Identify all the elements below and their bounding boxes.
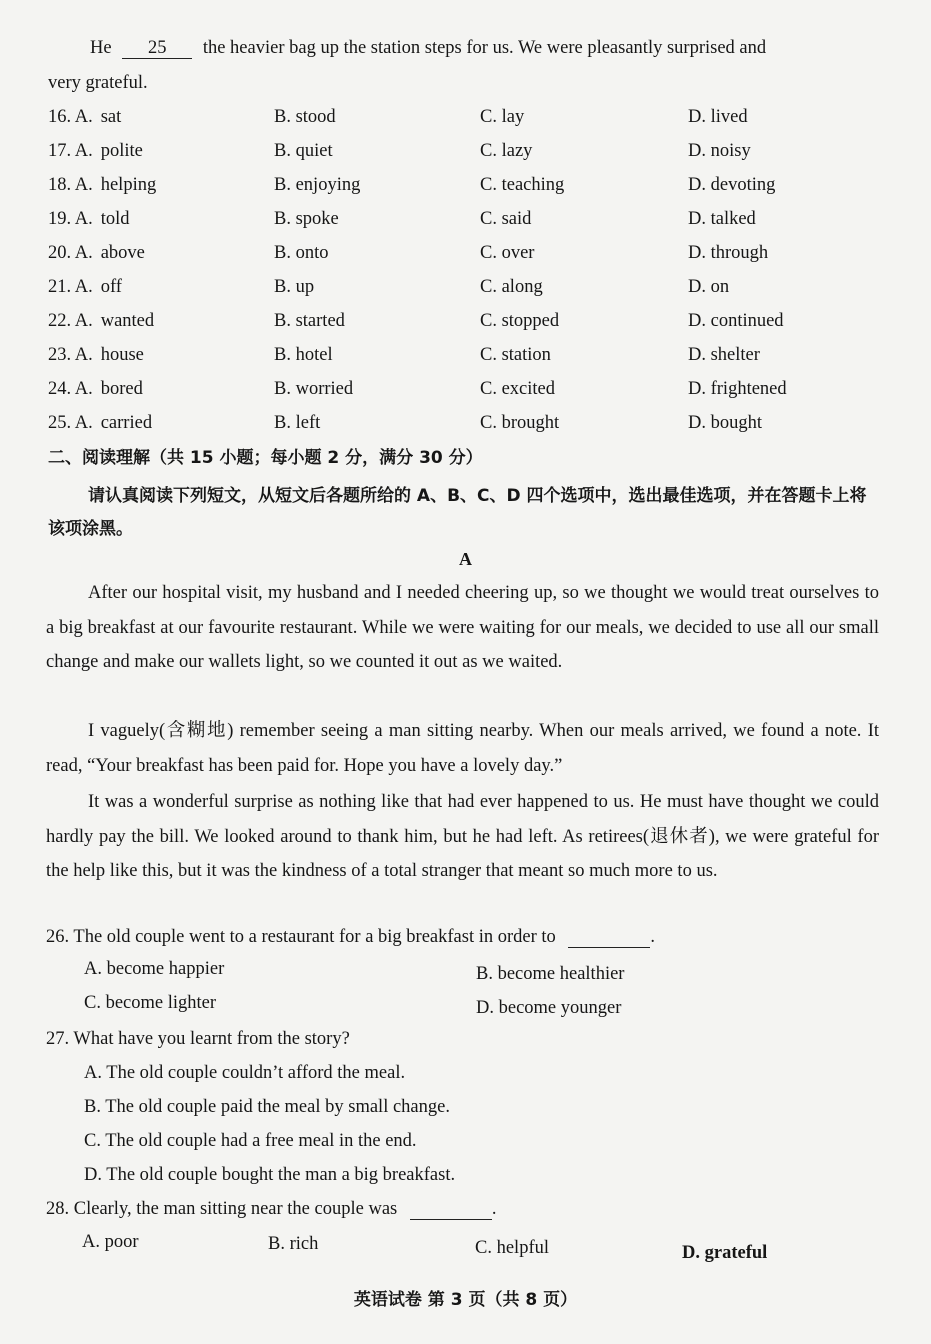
cloze-option-row [48,173,888,197]
option-d: D. through [688,243,769,263]
question-26-end: . [650,927,656,947]
cloze-text-before: He [90,38,112,58]
option-c: C. lay [480,107,525,127]
option-b: B. stood [274,107,336,127]
option-c: C. excited [480,379,556,399]
option-a-text: told [100,209,130,229]
cloze-blank-25: 25 [122,38,192,59]
question-28-option-c: C. helpful [475,1238,549,1258]
question-number: 24. A. [48,379,93,399]
question-26-stem: 26. The old couple went to a restaurant for a big breakfast in order to [46,927,556,947]
question-number: 22. A. [48,311,93,331]
option-a [48,173,156,197]
option-a [48,377,143,401]
question-26-option-c: C. become lighter [84,993,217,1013]
passage-paragraph-3: It was a wonderful surprise as nothing like that had ever happened to us. He must have thought we could hardly pay the bill. We looked around to thank him, but he had left. As retirees(退休者), we were grateful for the help like this, but it was the kindness of a total stranger that meant so much more to us. [46,792,879,881]
option-c: C. along [480,277,543,297]
option-d: D. frightened [688,379,787,399]
option-a-text: above [100,243,145,263]
cloze-text-after: the heavier bag up the station steps for us. We were pleasantly surprised and [202,38,767,58]
option-a-text: carried [100,413,153,433]
answer-blank [568,927,650,948]
question-number: 23. A. [48,345,93,365]
question-27-option-a: A. The old couple couldn’t afford the meal. [84,1063,406,1083]
cloze-option-row [48,105,888,129]
option-a [48,411,152,435]
question-number: 16. A. [48,107,93,127]
cloze-sentence-line [90,36,879,60]
option-a-text: house [100,345,144,365]
option-a [48,241,145,265]
question-number: 25. A. [48,413,93,433]
option-c: C. stopped [480,311,560,331]
option-b: B. up [274,277,315,297]
option-a [48,309,154,333]
question-28-end: . [491,1199,497,1219]
cloze-option-row [48,275,888,299]
cloze-option-row [48,377,888,401]
cloze-option-row [48,309,888,333]
option-d: D. talked [688,209,756,229]
option-d: D. lived [688,107,748,127]
passage-title: A [459,549,472,569]
question-27-stem: 27. What have you learnt from the story? [46,1029,350,1049]
option-b: B. worried [274,379,354,399]
question-28 [46,1197,496,1221]
option-c: C. brought [480,413,560,433]
cloze-option-row [48,411,888,435]
option-b: B. hotel [274,345,333,365]
option-d: D. bought [688,413,762,433]
option-a-text: polite [100,141,143,161]
option-c: C. said [480,209,532,229]
option-a [48,343,144,367]
option-c: C. teaching [480,175,565,195]
question-number: 20. A. [48,243,93,263]
option-a-text: wanted [100,311,155,331]
question-26-option-d: D. become younger [476,998,622,1018]
section-heading: 二、阅读理解（共 15 小题；每小题 2 分，满分 30 分） [48,448,483,468]
option-b: B. left [274,413,321,433]
question-27-option-b: B. The old couple paid the meal by small change. [84,1097,450,1117]
option-b: B. enjoying [274,175,361,195]
question-number: 19. A. [48,209,93,229]
cloze-option-row [48,343,888,367]
option-b: B. started [274,311,345,331]
question-28-stem: 28. Clearly, the man sitting near the couple was [46,1199,398,1219]
question-28-option-b: B. rich [268,1234,319,1254]
question-27-option-d: D. The old couple bought the man a big breakfast. [84,1165,456,1185]
question-number: 18. A. [48,175,93,195]
passage-paragraph-1: After our hospital visit, my husband and I needed cheering up, so we thought we would treat ourselves to a big breakfast at our favourite restaurant. While we were waiting for our meals, we decided to use all our small change and make our wallets light, so we counted it out as we waited. [46,583,879,672]
option-b: B. quiet [274,141,333,161]
passage-paragraph-2: I vaguely(含糊地) remember seeing a man sitting nearby. When our meals arrived, we found a note. It read, “Your breakfast has been paid for. Hope you have a lovely day.” [46,721,879,776]
option-b: B. spoke [274,209,339,229]
section-instruction: 请认真阅读下列短文，从短文后各题所给的 A、B、C、D 四个选项中，选出最佳选项，并在答题卡上将该项涂黑。 [48,486,867,539]
option-a [48,275,122,299]
option-a [48,139,143,163]
option-a [48,207,130,231]
cloze-option-row [48,241,888,265]
option-c: C. lazy [480,141,533,161]
option-c: C. over [480,243,535,263]
option-d: D. noisy [688,141,751,161]
question-26 [46,925,655,949]
option-a-text: helping [100,175,157,195]
option-d: D. on [688,277,730,297]
option-d: D. devoting [688,175,776,195]
question-28-option-a: A. poor [82,1232,139,1252]
question-26-option-a: A. become happier [84,959,225,979]
answer-blank [410,1199,492,1220]
question-number: 17. A. [48,141,93,161]
option-b: B. onto [274,243,329,263]
question-26-option-b: B. become healthier [476,964,625,984]
question-27-option-c: C. The old couple had a free meal in the end. [84,1131,417,1151]
option-a-text: bored [100,379,143,399]
cloze-sentence-continuation: very grateful. [48,73,148,93]
question-number: 21. A. [48,277,93,297]
option-d: D. continued [688,311,784,331]
page-footer: 英语试卷 第 3 页（共 8 页） [353,1290,578,1310]
cloze-option-row [48,207,888,231]
option-a [48,105,121,129]
cloze-option-row [48,139,888,163]
option-a-text: sat [100,107,122,127]
question-28-option-d: D. grateful [682,1243,768,1263]
option-a-text: off [100,277,122,297]
option-d: D. shelter [688,345,760,365]
option-c: C. station [480,345,551,365]
